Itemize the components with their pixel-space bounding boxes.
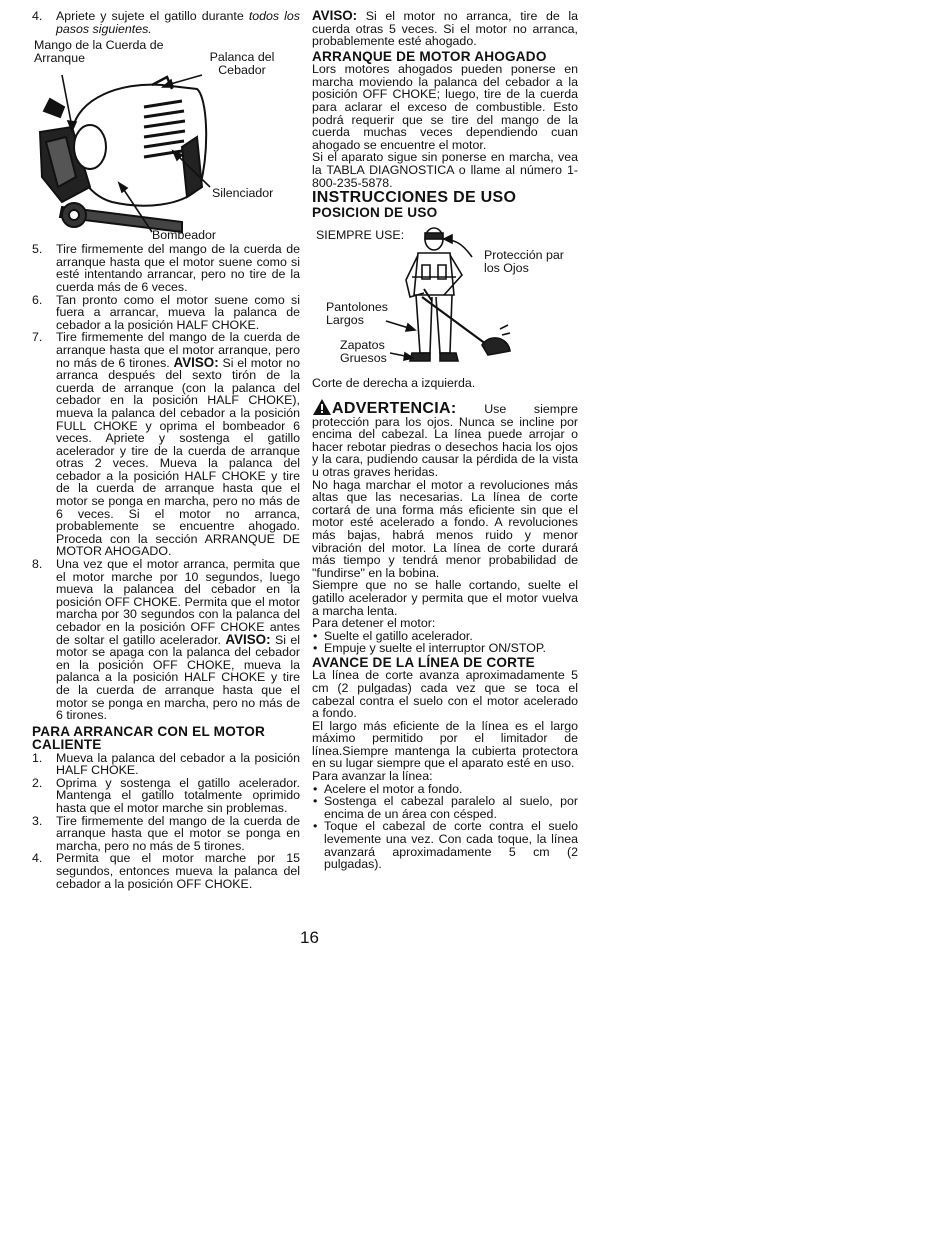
warning-triangle-icon (312, 398, 332, 416)
step-text: Tire firmemente del mango de la cuerda de arranque hasta que el motor suene como si esté intentando arrancar, pero no tire de la cuerda más de 6 veces. (56, 242, 300, 294)
figure-caption: Corte de derecha a izquierda. (312, 376, 476, 391)
advance-paragraph-1: La línea de corte avanza aproximadamente 5 cm (2 pulgadas) cada vez que se toca el cabezal contra el suelo con el motor acelerado a fondo. (312, 668, 578, 721)
idle-paragraph: Siempre que no se halle cortando, suelte el gatillo acelerador y permita que el motor vuelva a marcha lenta. (312, 578, 578, 618)
step-text: Permita que el motor marche por 15 segundos, entonces mueva la palanca del cebador a la posición OFF CHOKE. (56, 851, 300, 891)
advance-paragraph-2: El largo más eficiente de la línea es el largo máximo permitido por el limitador de línea.Siempre mantenga la cubierta protectora en su lugar siempre que el aparato esté en uso. (312, 718, 578, 771)
bullet-text: Toque el cabezal de corte contra el suelo levemente una vez. Con cada toque, la línea avanzará aproximadamente 5 cm (2 pulgadas). (324, 819, 578, 872)
flooded-paragraph-2: Si el aparato sigue sin ponerse en marcha, vea la TABLA DIAGNOSTICA o llame al número 1-800-235-5878. (312, 150, 578, 190)
step-5 (32, 243, 300, 293)
step-text: Mueva la palanca del cebador a la posición HALF CHOKE. (56, 750, 300, 778)
label-muffler: Silenciador (212, 186, 274, 201)
bullet-dot: • (313, 794, 318, 809)
label-heavy-shoes: Zapatos Gruesos (340, 338, 387, 365)
right-column (312, 10, 578, 871)
bullet-text: Sostenga el cabezal paralelo al suelo, por encima de un área con césped. (324, 794, 578, 821)
step-text: Tire firmemente del mango de la cuerda de arranque hasta que el motor arranque, pero no más de 6 tirones. (56, 330, 300, 370)
step-8 (32, 558, 300, 722)
step-italic-text: todos los pasos siguientes. (56, 9, 301, 36)
advance-bullet-2 (312, 795, 578, 820)
step-number: 3. (32, 813, 43, 828)
flooded-paragraph-1: Lors motores ahogados pueden ponerse en marcha moviendo la palanca del cebador a la posición OFF CHOKE; luego, tire de la cuerda para aclarar el exceso de combustible. Esto podrá requerir que se tire del mango de la cuerda muchas veces dependiendo cuan ahogado se encuentre el motor. (312, 62, 578, 152)
step-text: Apriete y sujete el gatillo durante (56, 9, 249, 23)
hot-start-title: PARA ARRANCAR CON EL MOTOR CALIENTE (32, 723, 266, 753)
step-text: Tire firmemente del mango de la cuerda de arranque hasta que el motor se ponga en marcha, pero no más de 5 tirones. (56, 813, 300, 853)
position-title: POSICION DE USO (312, 204, 438, 220)
step-number: 4. (32, 9, 43, 23)
bullet-dot: • (313, 628, 318, 643)
hot-step-1 (32, 752, 300, 777)
advance-bullet-3 (312, 820, 578, 870)
label-always-use: SIEMPRE USE: (316, 228, 405, 243)
bullet-dot: • (313, 819, 318, 834)
bullet-text: Suelte el gatillo acelerador. (324, 628, 473, 643)
step-number: 8. (32, 557, 43, 572)
step-text: Tan pronto como el motor suene como si fuera a arrancar, mueva la palanca de cebador a la posición HALF CHOKE. (56, 292, 300, 332)
aviso-paragraph (312, 10, 578, 48)
bullet-dot: • (313, 641, 318, 656)
step-number: 4. (32, 851, 43, 866)
operator-figure (312, 225, 578, 375)
instructions-title: INSTRUCCIONES DE USO (312, 189, 517, 207)
aviso-label: AVISO: (173, 354, 219, 370)
advance-paragraph-3: Para avanzar la línea: (312, 769, 433, 784)
advance-title: AVANCE DE LA LÍNEA DE CORTE (312, 654, 535, 670)
label-primer: Bombeador (152, 228, 217, 243)
step-6 (32, 294, 300, 332)
step-4 (32, 10, 300, 35)
hot-step-4 (32, 852, 300, 890)
label-long-pants: Pantolones Largos (326, 300, 389, 327)
step-number: 2. (32, 775, 43, 790)
left-column (32, 10, 300, 890)
step-number: 5. (32, 242, 43, 257)
warning-paragraph (312, 398, 578, 479)
warning-text: Use siempre protección para los ojos. Nunca se incline por encima del cabezal. La línea puede arrojar o hacer rebotar piedras o desechos hacia los ojos y la cara, pudiendo causar la pérdida de la vista u otras graves heridas. (312, 401, 578, 479)
step-text: Si el motor se apaga con la palanca del cebador en la posición OFF CHOKE, mueva la palanca a la posición HALF CHOKE y tire de la cuerda de arranque hasta que el motor se ponga en marcha, pero no más de 6 tirones. (56, 632, 301, 723)
step-7 (32, 331, 300, 558)
warning-label: ADVERTENCIA: (332, 399, 457, 417)
step-number: 7. (32, 330, 43, 345)
aviso-label: AVISO: (225, 631, 271, 647)
step-number: 6. (32, 292, 43, 307)
stop-paragraph: Para detener el motor: (312, 616, 436, 631)
stop-bullet-2 (312, 642, 578, 655)
flooded-title: ARRANQUE DE MOTOR AHOGADO (312, 48, 547, 64)
hot-step-2 (32, 777, 300, 815)
page-number: 16 (300, 928, 319, 947)
bullet-dot: • (313, 781, 318, 796)
paragraph-text: Si el motor no arranca, tire de la cuerda otras 5 veces. Si el motor no arranca, probablemente esté ahogado. (312, 9, 578, 49)
hot-step-3 (32, 815, 300, 853)
aviso-label: AVISO: (312, 8, 358, 23)
bullet-text: Acelere el motor a fondo. (324, 781, 463, 796)
step-number: 1. (32, 750, 43, 765)
step-text: Si el motor no arranca después del sexto tirón de la cuerda de arranque (con la palanca del cebador en la posición HALF CHOKE), mueva la palanca del cebador a la posición FULL CHOKE y oprima el bombeador 6 veces. Apriete y sostenga el gatillo acelerador y tire de la cuerda de arranque otras 2 veces. Mueva la palanca del cebador a la posición HALF CHOKE y tire de la cuerda de arranque hasta que el motor se ponga en marcha, pero no más de 6 veces. Si el motor no arranca, probablemente se encuentre ahogado. Proceda con la sección ARRANQUE DE MOTOR AHOGADO. (56, 355, 300, 559)
step-text: Oprima y sostenga el gatillo acelerador. Mantenga el gatillo totalmente oprimido hasta que el motor marche sin problemas. (56, 775, 300, 815)
step-text: Una vez que el motor arranca, permita que el motor marche por 10 segundos, luego mueva la palancea del cebador en la posición OFF CHOKE. Permita que el motor marcha por 30 segundos con la palanca del cebador en la posición OFF CHOKE antes de soltar el gatillo acelerador. (56, 557, 300, 647)
bullet-text: Empuje y suelte el interruptor ON/STOP. (324, 641, 546, 656)
engine-figure (32, 37, 300, 243)
label-starter-handle: Mango de la Cuerda de Arranque (34, 38, 164, 65)
speed-paragraph: No haga marchar el motor a revoluciones más altas que las necesarias. La línea de corte cortará de una forma más eficiente sin que el motor esté acelerado a fondo. A revoluciones más bajas, habrá menos ruido y menor vibración del motor. La línea de corte durará más tiempo y tendrá menor probabilidad de "fundirse" en la bobina. (312, 477, 578, 580)
label-choke-lever: Palanca del Cebador (209, 50, 275, 77)
label-eye-protection: Protección par los Ojos (484, 248, 564, 275)
